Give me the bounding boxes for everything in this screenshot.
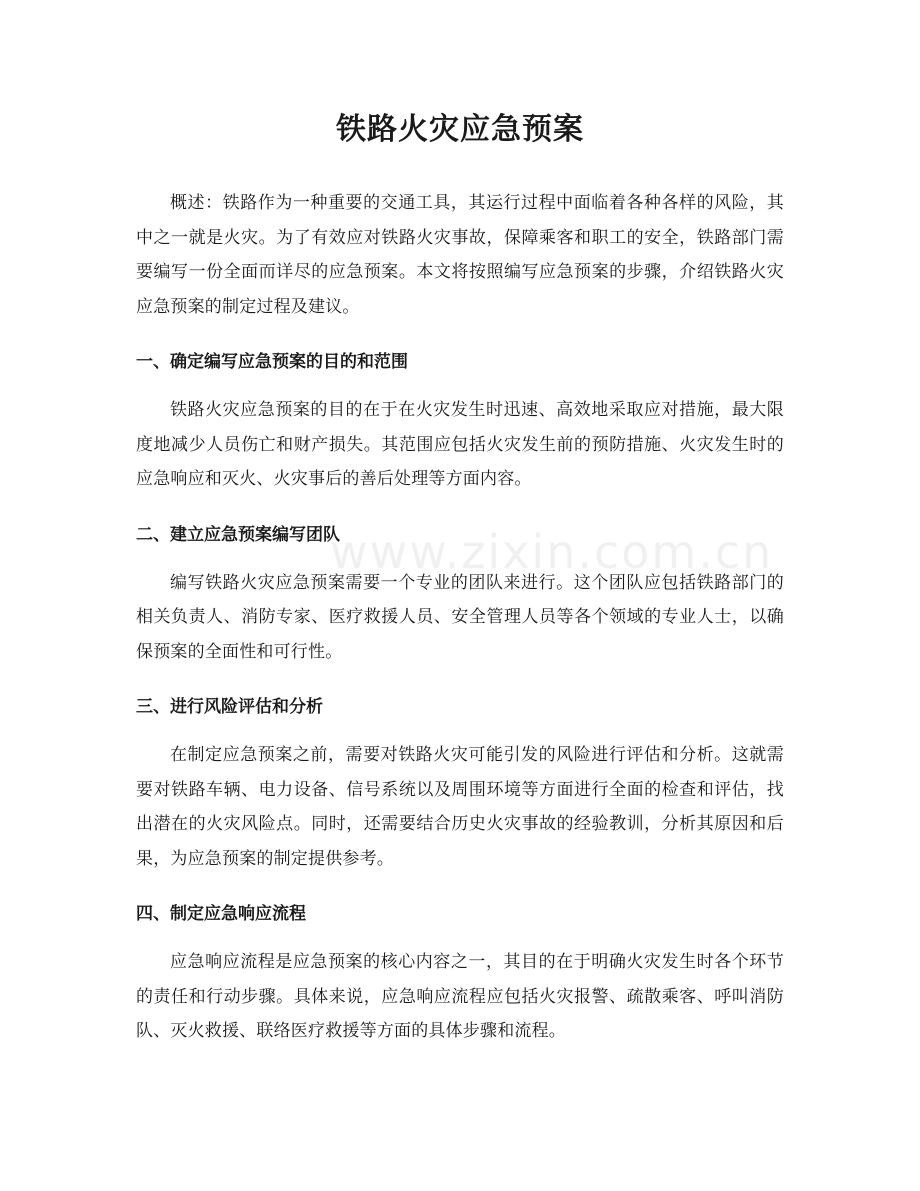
section-heading-purpose-scope: 一、确定编写应急预案的目的和范围 — [136, 352, 408, 372]
watermark: www.zixin.com.cn — [330, 525, 774, 579]
section-body-team: 编写铁路火灾应急预案需要一个专业的团队来进行。这个团队应包括铁路部门的相关负责人、消防专家、医疗救援人员、安全管理人员等各个领域的专业人士，以确保预案的全面性和可行性。 — [136, 572, 784, 662]
section-body-purpose-scope: 铁路火灾应急预案的目的在于在火灾发生时迅速、高效地采取应对措施，最大限度地减少人员伤亡和财产损失。其范围应包括火灾发生前的预防措施、火灾发生时的应急响应和灭火、火灾事后的善后处理等方面内容。 — [136, 400, 784, 489]
section-heading-response-procedure: 四、制定应急响应流程 — [136, 904, 306, 924]
page-title: 铁路火灾应急预案 — [336, 112, 584, 147]
section-body-risk-assessment: 在制定应急预案之前，需要对铁路火灾可能引发的风险进行评估和分析。这就需要对铁路车辆、电力设备、信号系统以及周围环境等方面进行全面的检查和评估，找出潜在的火灾风险点。同时，还需要结合历史火灾事故的经验教训，分析其原因和后果，为应急预案的制定提供参考。 — [136, 745, 784, 869]
section-heading-risk-assessment: 三、进行风险评估和分析 — [136, 697, 323, 717]
section-body-response-procedure: 应急响应流程是应急预案的核心内容之一，其目的在于明确火灾发生时各个环节的责任和行动步骤。具体来说，应急响应流程应包括火灾报警、疏散乘客、呼叫消防队、灭火救援、联络医疗救援等方面的具体步骤和流程。 — [136, 952, 784, 1041]
intro-paragraph: 概述：铁路作为一种重要的交通工具，其运行过程中面临着各种各样的风险，其中之一就是火灾。为了有效应对铁路火灾事故，保障乘客和职工的安全，铁路部门需要编写一份全面而详尽的应急预案。本文将按照编写应急预案的步骤，介绍铁路火灾应急预案的制定过程及建议。 — [136, 193, 784, 317]
section-heading-team: 二、建立应急预案编写团队 — [136, 524, 340, 545]
